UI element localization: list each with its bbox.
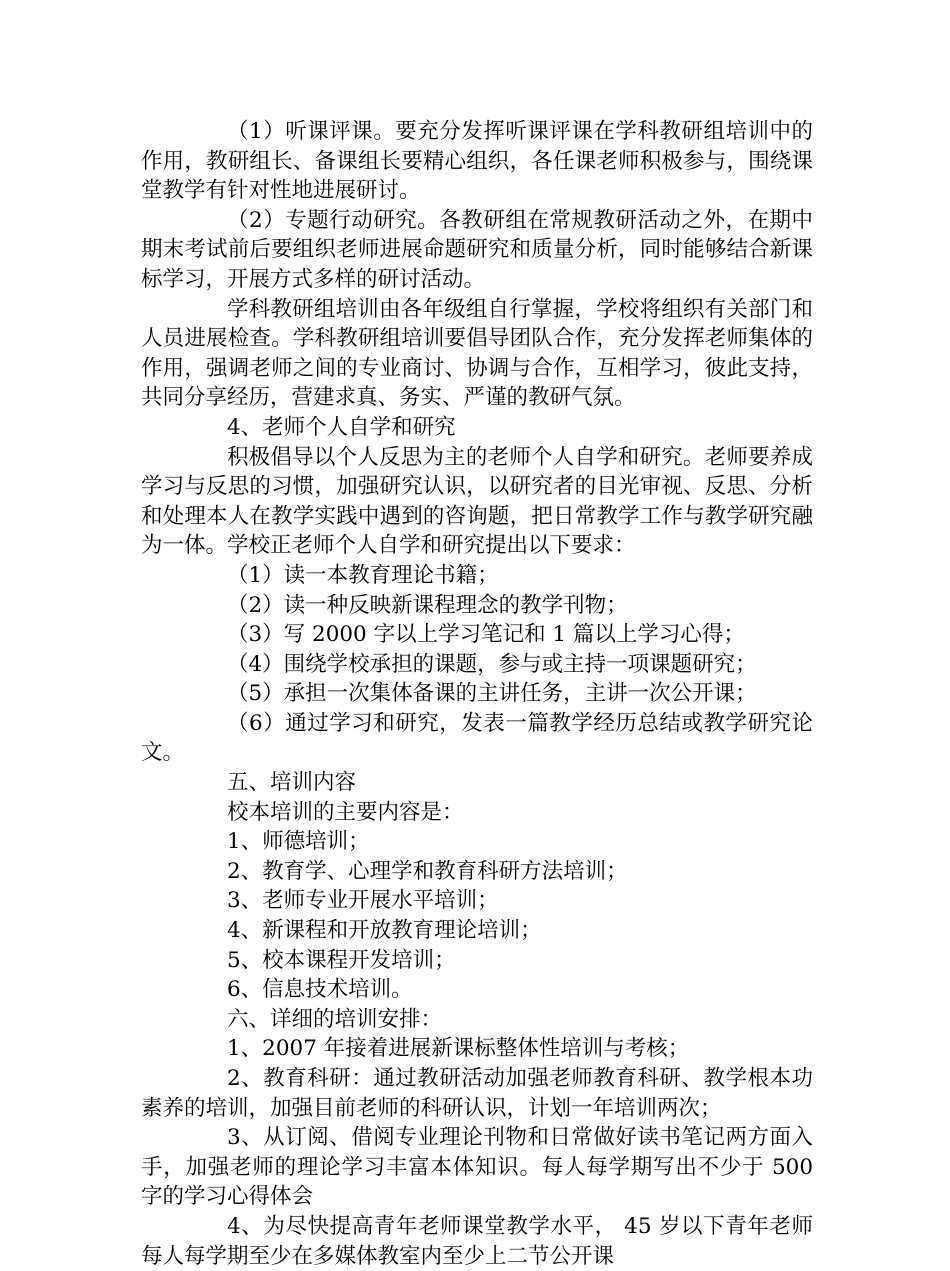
document-page [141, 117, 813, 1271]
paragraph-intro: 校本培训的主要内容是： [227, 799, 464, 825]
list-item: 3、从订阅、借阅专业理论刊物和日常做好读书笔记两方面入手，加强老师的理论学习丰富本体知识。每人每学期写出不少于 500 字的学习心得体会 [141, 1125, 813, 1210]
list-item: 4、为尽快提高青年老师课堂教学水平， 45 岁以下青年老师每人每学期至少在多媒体教室内至少上二节公开课 [141, 1213, 813, 1269]
list-item: 4、新课程和开放教育理论培训； [227, 918, 542, 944]
paragraph-lecture-evaluation: （1）听课评课。要充分发挥听课评课在学科教研组培训中的作用，教研组长、备课组长要精心组织，各任课老师积极参与，围绕课堂教学有针对性地进展研讨。 [141, 119, 813, 204]
list-item: 1、师德培训； [227, 829, 370, 855]
paragraph-group-training: 学科教研组培训由各年级组自行掌握，学校将组织有关部门和人员进展检查。学科教研组培训要倡导团队合作，充分发挥老师集体的作用，强调老师之间的专业商讨、协调与合作，互相学习，彼此支持，共同分享经历，营建求真、务实、严谨的教研气氛。 [141, 296, 813, 411]
section-heading-training-schedule: 六、详细的培训安排： [227, 1006, 443, 1032]
paragraph-self-study: 积极倡导以个人反思为主的老师个人自学和研究。老师要养成学习与反思的习惯，加强研究认识，以研究者的目光审视、反思、分析和处理本人在教学实践中遇到的咨询题，把日常教学工作与教学研究融为一体。学校正老师个人自学和研究提出以下要求： [141, 444, 813, 559]
list-item: 3、老师专业开展水平培训； [227, 888, 499, 914]
list-item: （4）围绕学校承担的课题，参与或主持一项课题研究； [227, 651, 757, 677]
list-item: （1）读一本教育理论书籍； [227, 562, 499, 588]
list-item: （3）写 2000 字以上学习笔记和 1 篇以上学习心得； [227, 622, 745, 648]
list-item: 6、信息技术培训。 [227, 977, 413, 1003]
list-item: 1、2007 年接着进展新课标整体性培训与考核； [227, 1036, 690, 1062]
paragraph-special-research: （2）专题行动研究。各教研组在常规教研活动之外，在期中期末考试前后要组织老师进展命题研究和质量分析，同时能够结合新课标学习，开展方式多样的研讨活动。 [141, 207, 813, 292]
list-item: （6）通过学习和研究，发表一篇教学经历总结或教学研究论文。 [141, 710, 813, 766]
section-heading-training-content: 五、培训内容 [227, 770, 357, 796]
list-item: 2、教育学、心理学和教育科研方法培训； [227, 858, 628, 884]
heading-self-study: 4、老师个人自学和研究 [227, 414, 456, 440]
list-item: （5）承担一次集体备课的主讲任务，主讲一次公开课； [227, 681, 757, 707]
list-item: 5、校本课程开发培训； [227, 947, 456, 973]
list-item: 2、教育科研：通过教研活动加强老师教育科研、教学根本功素养的培训，加强目前老师的科研认识，计划一年培训两次； [141, 1066, 813, 1121]
list-item: （2）读一种反映新课程理念的教学刊物； [227, 592, 628, 618]
